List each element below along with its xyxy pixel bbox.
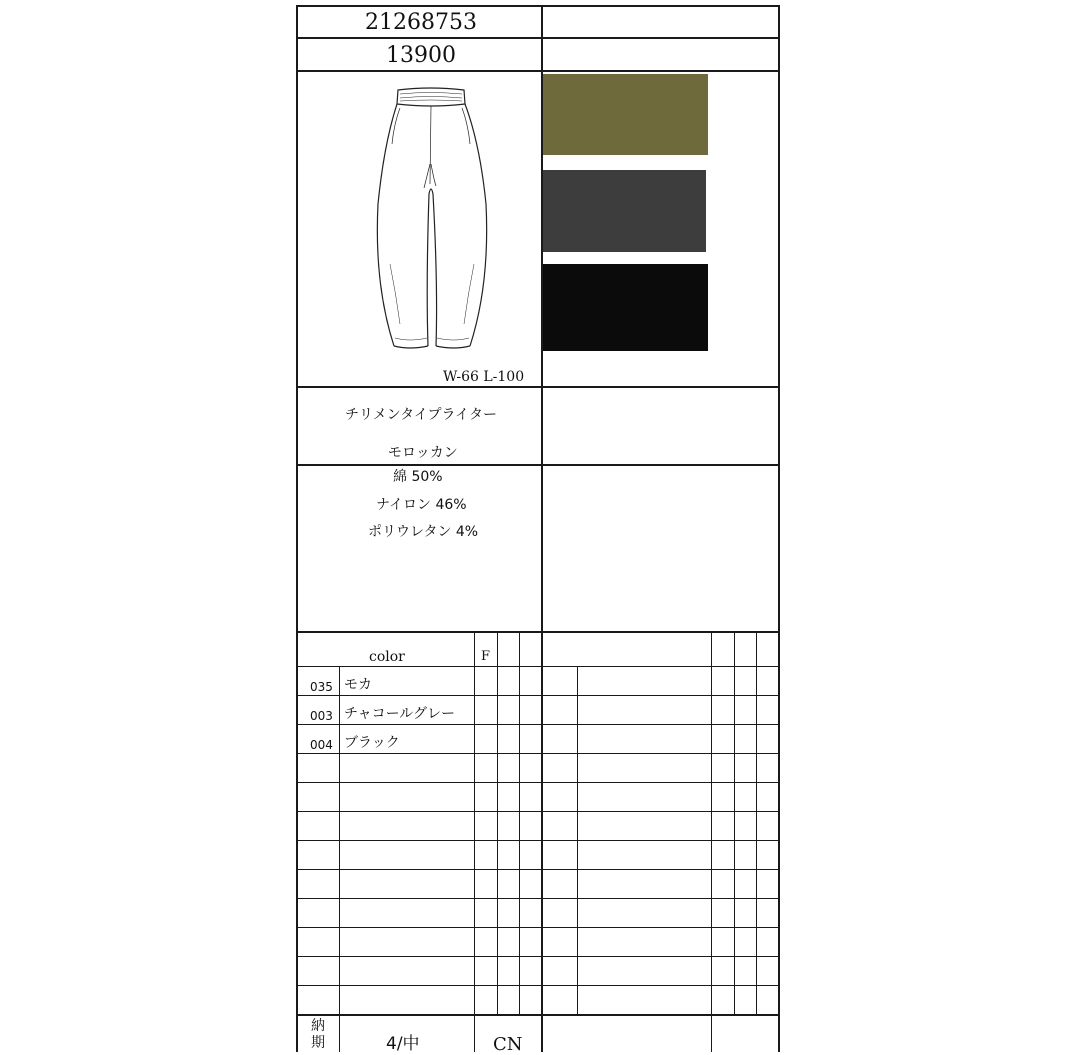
color-code: 004: [310, 738, 333, 752]
delivery-label-text: 納期: [311, 1018, 325, 1051]
outer-left-border: [296, 5, 298, 1052]
composition-cotton: 綿 50%: [393, 469, 443, 485]
size-column-divider: [474, 631, 475, 1052]
color-name: ブラック: [344, 735, 400, 751]
row-divider: [296, 631, 780, 633]
delivery-value: 4/中: [386, 1034, 420, 1054]
color-name: チャコールグレー: [344, 706, 456, 722]
center-divider: [541, 5, 543, 1052]
origin: CN: [493, 1034, 523, 1055]
color-code: 003: [310, 709, 333, 723]
color-table-rule: [296, 956, 780, 957]
size-note: W-66 L-100: [443, 369, 525, 385]
row-divider: [296, 37, 780, 39]
pants-sketch: [370, 84, 500, 356]
color-table-rule: [296, 724, 780, 725]
delivery-label: [301, 1018, 335, 1052]
row-divider: [296, 464, 780, 466]
right-column-divider: [577, 666, 578, 1016]
fabric-swatch-black: [543, 264, 708, 351]
color-header: color: [369, 649, 405, 665]
composition-nylon: ナイロン 46%: [376, 497, 467, 513]
right-column-divider: [756, 631, 757, 1016]
fabric-subname: モロッカン: [388, 445, 458, 461]
color-table-rule: [296, 985, 780, 986]
code-column-divider: [339, 666, 340, 1016]
size-column-divider: [519, 631, 520, 1016]
color-table-rule: [296, 695, 780, 696]
fabric-swatch-mocha: [543, 74, 708, 155]
price: 13900: [386, 43, 456, 68]
fabric-name: チリメンタイプライター: [345, 407, 498, 423]
color-table-rule: [296, 840, 780, 841]
outer-right-border: [778, 5, 780, 1052]
product-code: 21268753: [365, 10, 477, 35]
row-divider: [296, 386, 780, 388]
delivery-label-divider: [339, 1016, 340, 1052]
color-table-rule: [296, 927, 780, 928]
right-column-divider: [734, 631, 735, 1016]
color-table-rule: [296, 753, 780, 754]
color-table-rule: [296, 898, 780, 899]
right-column-divider: [711, 631, 712, 1052]
color-table-rule: [296, 1014, 780, 1016]
color-table-rule: [296, 869, 780, 870]
color-code: 035: [310, 680, 333, 694]
size-column-divider: [497, 631, 498, 1016]
color-table-rule: [296, 811, 780, 812]
composition-polyurethane: ポリウレタン 4%: [368, 524, 479, 540]
row-divider: [296, 70, 780, 72]
row-divider: [296, 5, 780, 7]
fabric-swatch-charcoal: [543, 170, 706, 252]
color-name: モカ: [344, 677, 372, 693]
size-header: F: [481, 649, 491, 664]
color-table-rule: [296, 666, 780, 667]
color-table-rule: [296, 782, 780, 783]
